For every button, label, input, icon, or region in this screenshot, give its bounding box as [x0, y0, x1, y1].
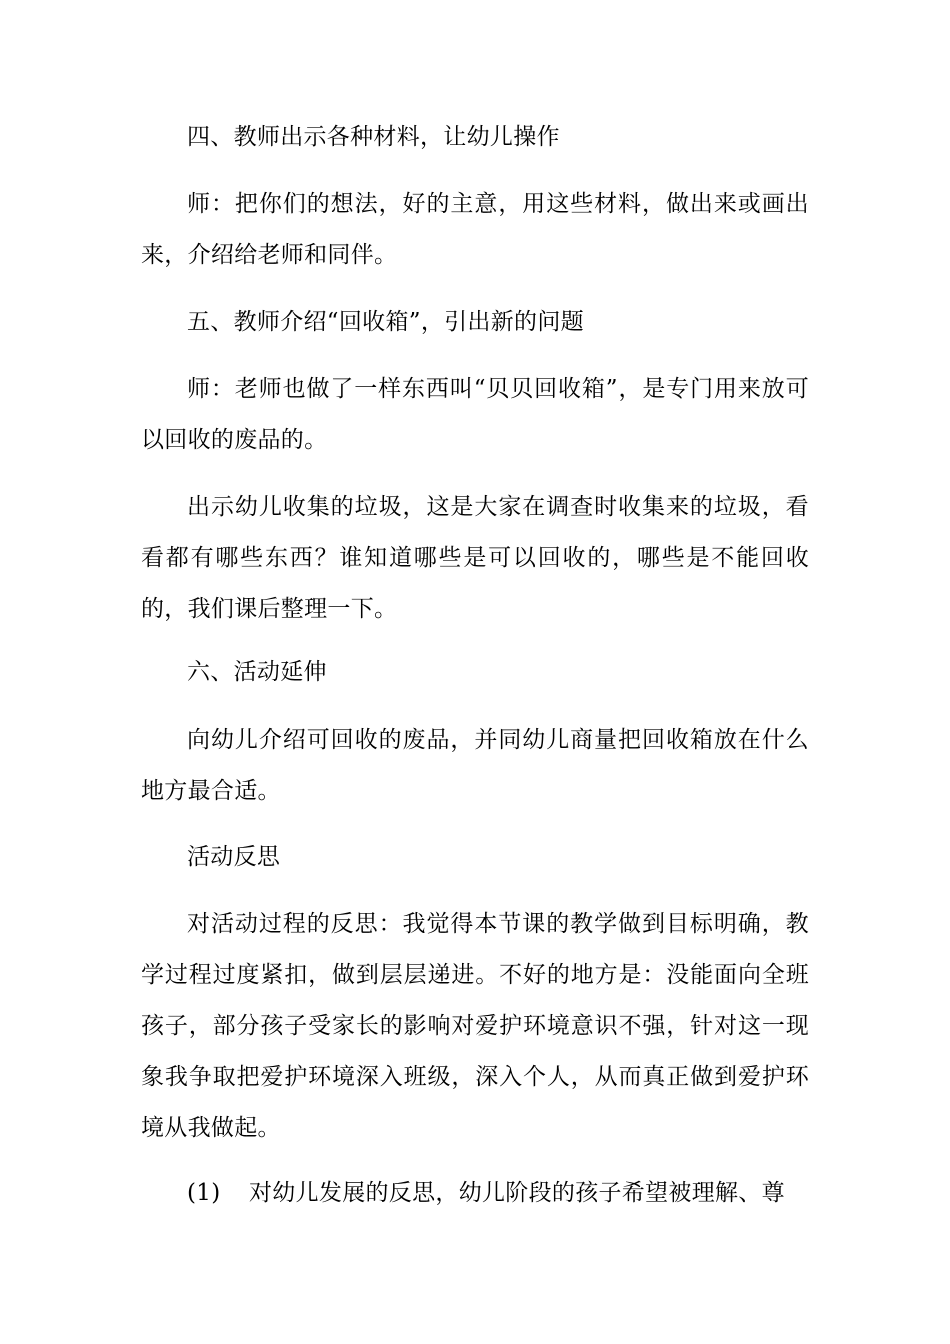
body-paragraph: 出示幼儿收集的垃圾，这是大家在调查时收集来的垃圾，看看都有哪些东西？谁知道哪些是可以回收的，哪些是不能回收的，我们课后整理一下。 [141, 494, 809, 622]
heading-section-six: 六、活动延伸 [187, 659, 327, 685]
heading-section-five: 五、教师介绍“回收箱”，引出新的问题 [187, 309, 584, 335]
list-item-text: 对幼儿发展的反思，幼儿阶段的孩子希望被理解、尊 [249, 1180, 785, 1206]
list-item-number: (1) [187, 1180, 221, 1206]
list-item [141, 1168, 809, 1219]
heading-activity-reflection: 活动反思 [187, 844, 281, 870]
body-paragraph: 对活动过程的反思：我觉得本节课的教学做到目标明确，教学过程过度紧扣，做到层层递进。不好的地方是：没能面向全班孩子，部分孩子受家长的影响对爱护环境意识不强，针对这一现象我争取把爱护环境深入班级，深入个人，从而真正做到爱护环境从我做起。 [141, 911, 809, 1141]
body-paragraph: 师：老师也做了一样东西叫“贝贝回收箱”，是专门用来放可以回收的废品的。 [141, 376, 809, 453]
body-paragraph: 师：把你们的想法，好的主意，用这些材料，做出来或画出来，介绍给老师和同伴。 [141, 191, 809, 268]
heading-section-four: 四、教师出示各种材料，让幼儿操作 [187, 124, 560, 150]
body-paragraph: 向幼儿介绍可回收的废品，并同幼儿商量把回收箱放在什么地方最合适。 [141, 727, 809, 804]
